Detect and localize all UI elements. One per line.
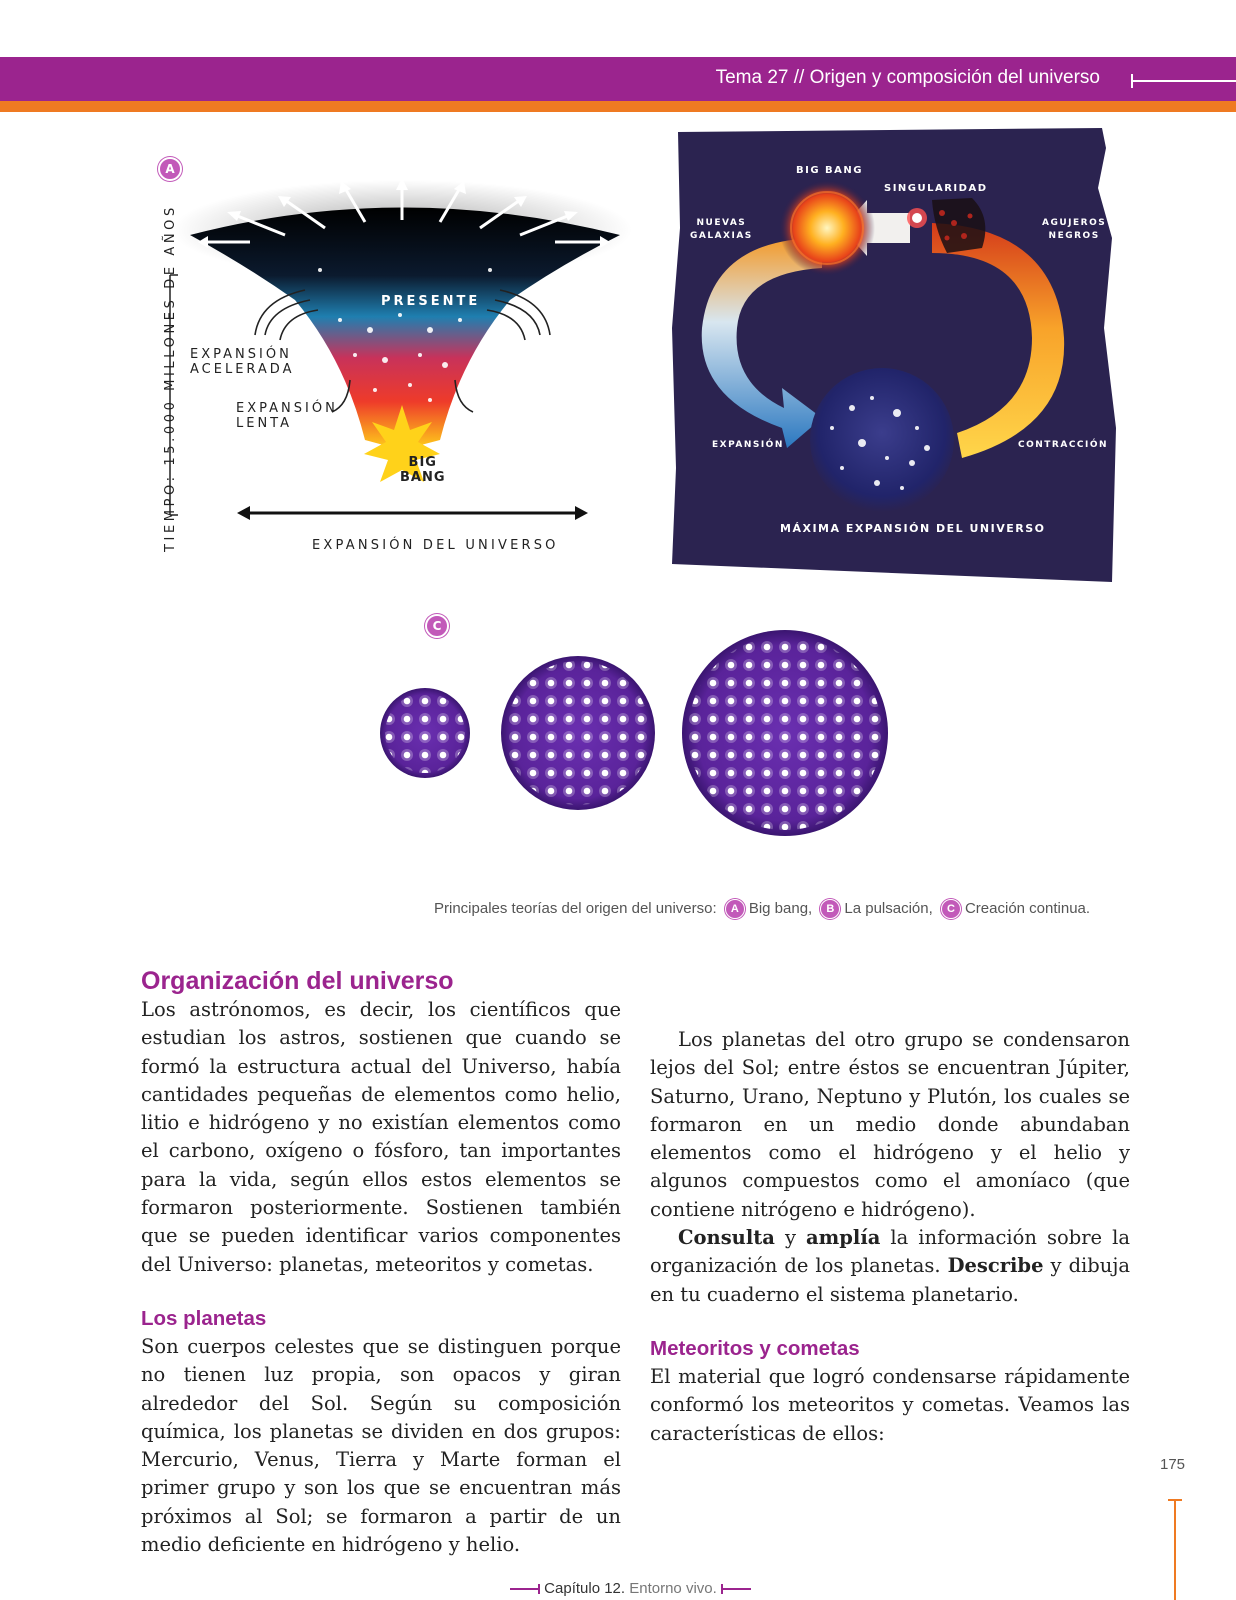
slow-expansion-label: EXPANSIÓN LENTA xyxy=(236,401,338,431)
meteors-paragraph: El material que logró condensarse rápidamente conformó los meteoritos y cometas. Veamos las características de ellos: xyxy=(650,1364,1130,1445)
max-expansion-caption: MÁXIMA EXPANSIÓN DEL UNIVERSO xyxy=(780,522,1046,535)
black-holes-caption: AGUJEROS NEGROS xyxy=(1042,218,1107,241)
meteors-heading: Meteoritos y cometas xyxy=(650,1336,860,1360)
planets-heading: Los planetas xyxy=(141,1306,267,1330)
caption-badge-b: B xyxy=(820,899,840,919)
task-paragraph xyxy=(650,1224,1130,1309)
footer-line-right xyxy=(723,1588,751,1590)
present-label: PRESENTE xyxy=(381,294,481,309)
continuous-creation-illustration xyxy=(380,620,920,860)
right-column xyxy=(650,1026,1130,1448)
big-bang-label: BIG BANG xyxy=(400,455,446,485)
big-bang-caption: BIG BANG xyxy=(796,165,863,176)
header-line xyxy=(1132,80,1236,82)
footer-tick-left xyxy=(538,1584,540,1594)
section-title: Organización del universo xyxy=(141,967,454,995)
task-consulta: Consulta xyxy=(678,1226,775,1250)
side-line xyxy=(1174,1500,1176,1600)
footer-line-left xyxy=(510,1588,538,1590)
x-axis-label: EXPANSIÓN DEL UNIVERSO xyxy=(312,538,559,553)
figure-a-badge: A xyxy=(158,157,182,181)
caption-text-b: La pulsación, xyxy=(844,899,933,917)
footer-chapter: Capítulo 12. xyxy=(544,1580,626,1597)
footer xyxy=(510,1580,751,1597)
planets-paragraph-1: Son cuerpos celestes que se distinguen porque no tienen luz propia, son opacos y giran alrededor del Sol. Según su composición química, los planetas se dividen en dos grupos: Mercurio, Venus, Tierra y Marte forman el primer grupo y son los que se encuentran más próximos al Sol; se formaron a partir de un medio deficiente en hidrógeno y helio. xyxy=(141,1334,621,1557)
task-describe: Describe xyxy=(947,1254,1044,1278)
new-galaxies-caption: NUEVAS GALAXIAS xyxy=(690,218,753,241)
intro-paragraph: Los astrónomos, es decir, los científicos que estudian los astros, sostienen que cuando se formó la estructura actual del Universo, había cantidades pequeñas de elementos como helio, litio e hidrógeno y no existían elementos como el carbono, oxígeno o fósforo, tan importantes para la vida, según ellos estos elementos se formaron posteriormente. Sostienen también que se pueden identificar varios componentes del Universo: planetas, meteoritos y cometas. xyxy=(141,998,621,1276)
contraction-caption: CONTRACCIÓN xyxy=(1018,440,1109,450)
task-amplia: amplía xyxy=(806,1226,881,1250)
singularity-caption: SINGULARIDAD xyxy=(884,183,988,194)
time-axis-label: TIEMPO: 15.000 MILLONES DE AÑOS xyxy=(163,204,178,552)
figure-c-badge: C xyxy=(425,614,449,638)
task-text-1: y xyxy=(774,1226,807,1250)
figure-caption xyxy=(434,899,1090,919)
caption-badge-a: A xyxy=(725,899,745,919)
expansion-caption: EXPANSIÓN xyxy=(712,440,784,450)
accelerated-expansion-label: EXPANSIÓN ACELERADA xyxy=(190,347,295,377)
caption-text-a: Big bang, xyxy=(748,899,813,917)
caption-text-c: Creación continua. xyxy=(964,899,1091,917)
caption-badge-c: C xyxy=(941,899,961,919)
page-number: 175 xyxy=(1160,1456,1186,1473)
task-text-3: y dibuja en tu cuaderno el sistema planetario. xyxy=(650,1254,1130,1306)
left-column xyxy=(141,966,621,1559)
header-accent-stripe xyxy=(0,101,1236,112)
topic-title: Tema 27 // Origen y composición del universo xyxy=(715,67,1100,88)
pulsation-illustration xyxy=(672,128,1144,582)
planets-paragraph-2: Los planetas del otro grupo se condensaron lejos del Sol; entre éstos se encuentran Júpiter, Saturno, Urano, Neptuno y Plutón, los cuales se formaron en un medio donde abundaban elementos como el hidrógeno y el helio y algunos compuestos como el amoníaco (que contiene nitrógeno e hidrógeno). xyxy=(650,1028,1130,1221)
task-text-2: la información sobre la organización de los planetas. xyxy=(650,1226,1130,1278)
caption-lead: Principales teorías del origen del universo: xyxy=(434,899,717,917)
footer-title: Entorno vivo. xyxy=(629,1580,717,1597)
